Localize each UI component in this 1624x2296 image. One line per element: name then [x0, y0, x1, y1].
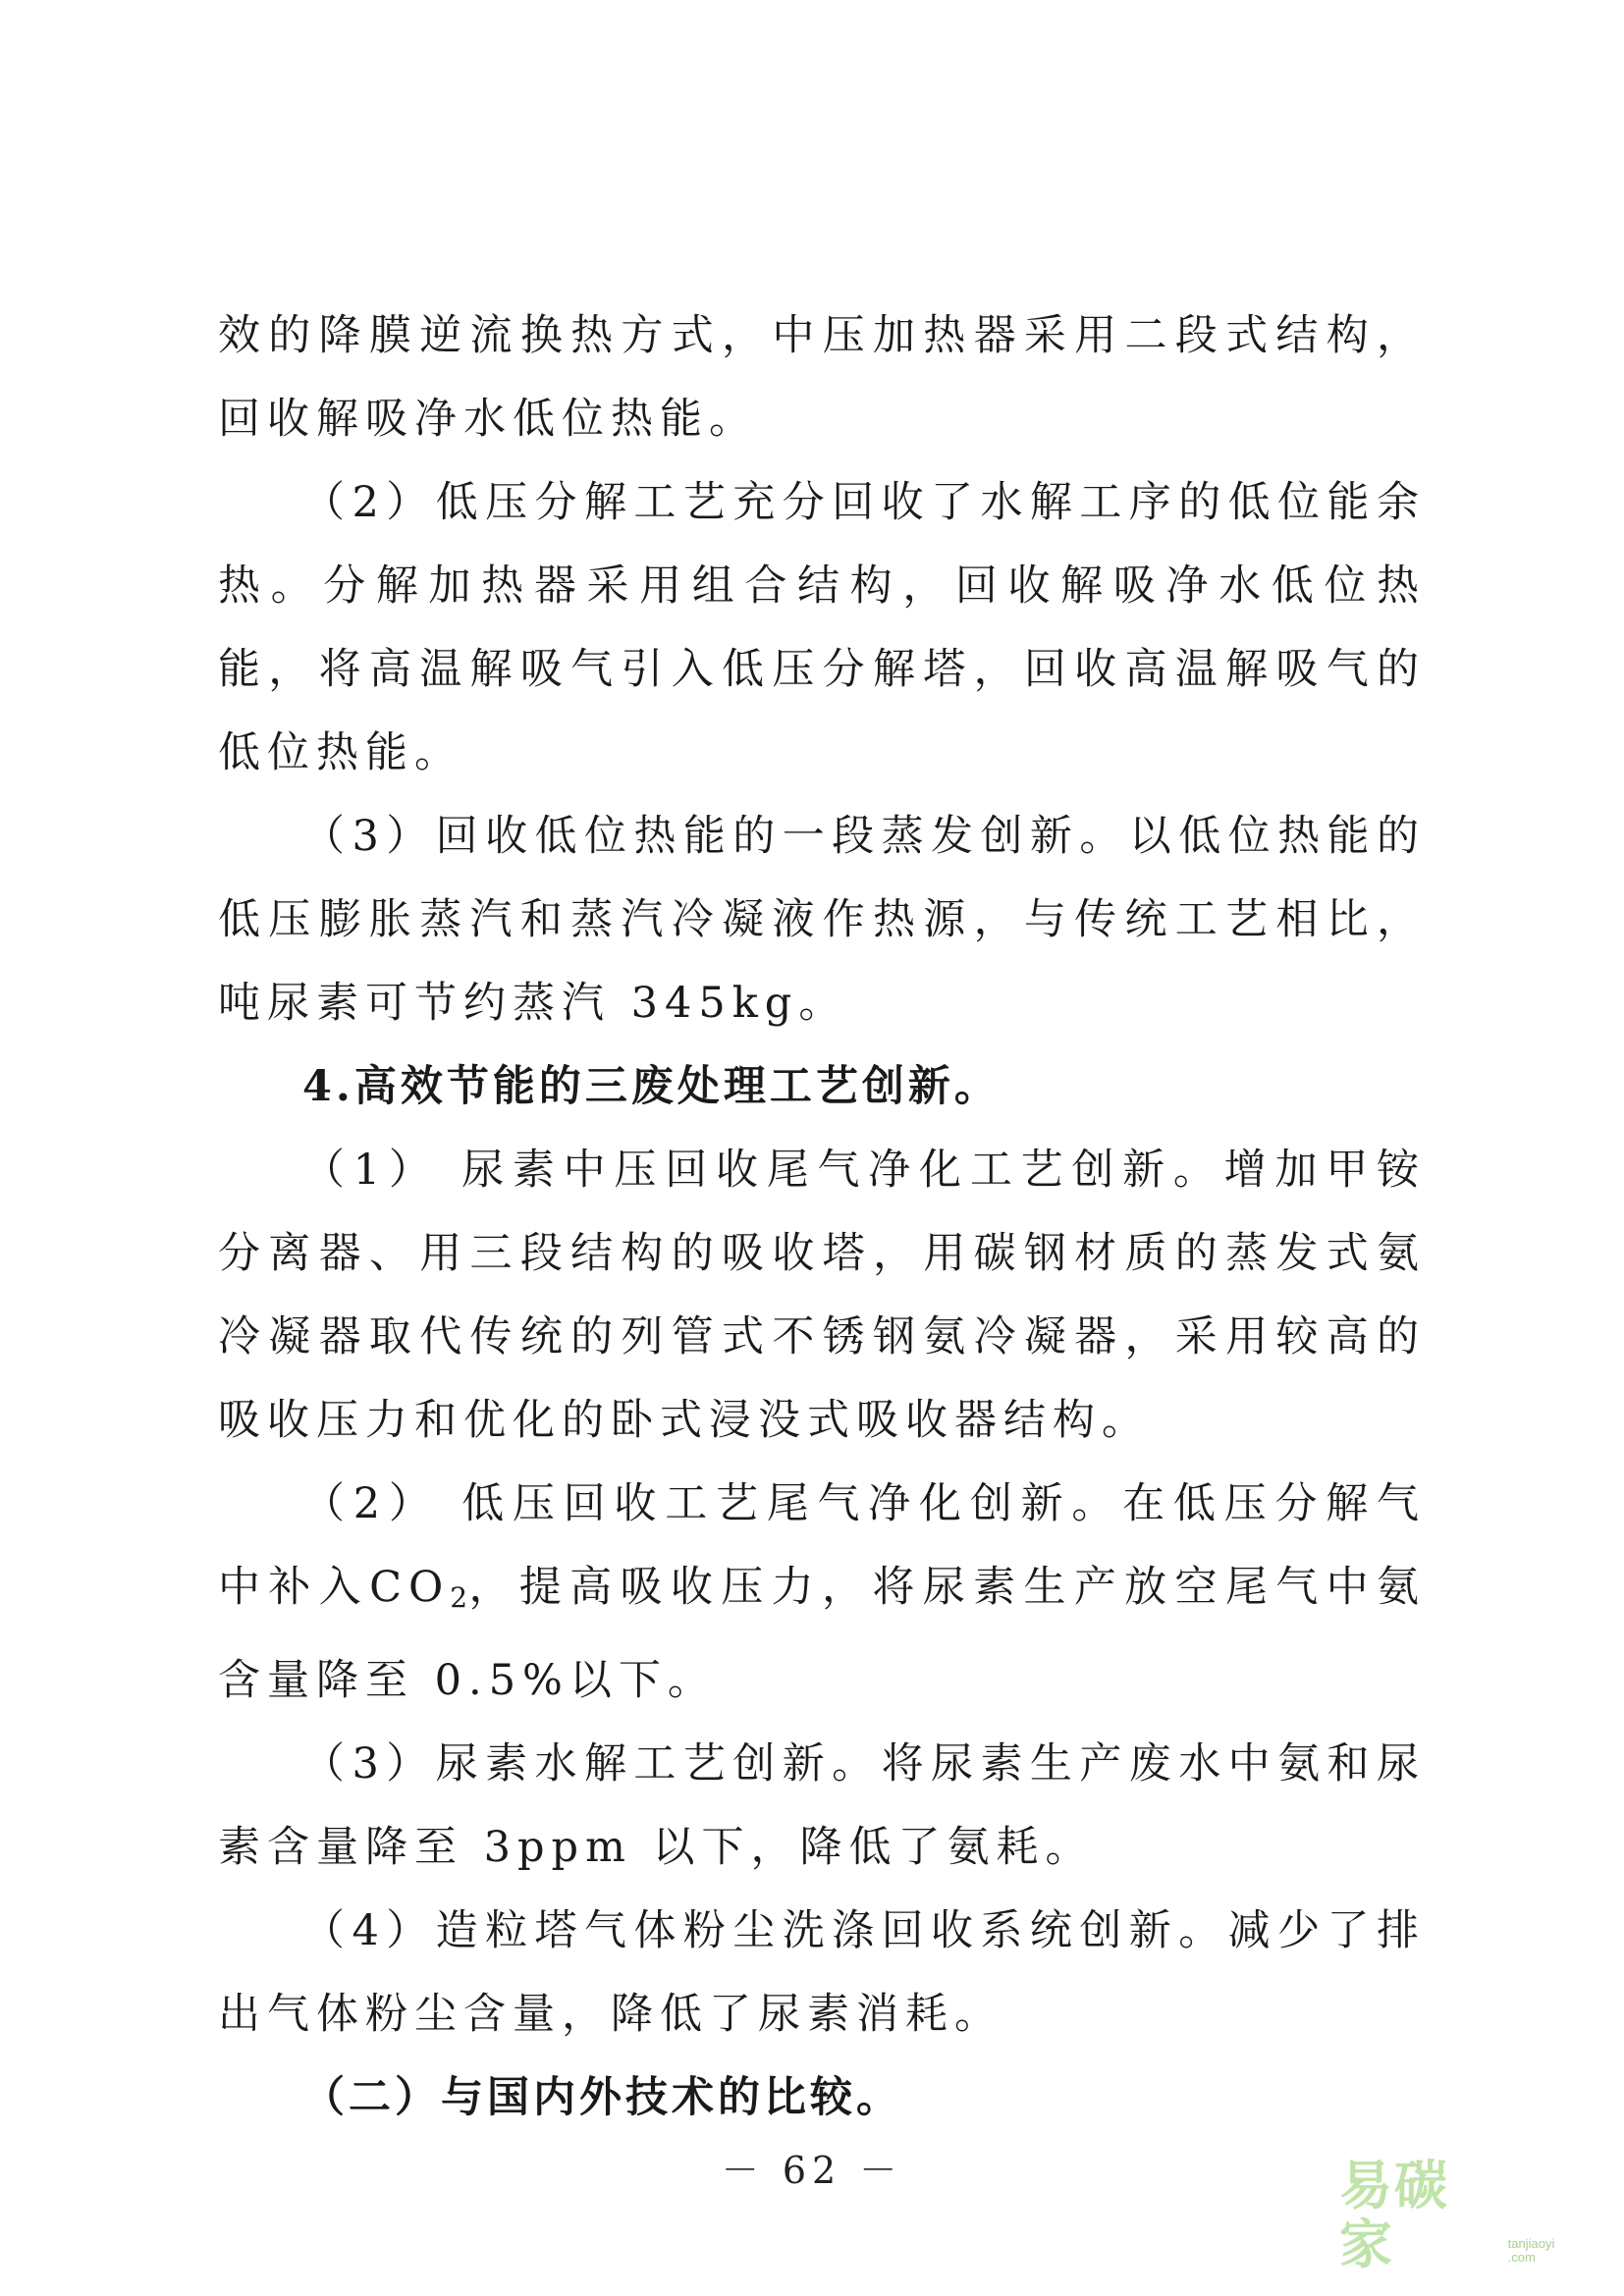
watermark-brand: 易碳家	[1339, 2157, 1449, 2274]
watermark-logo	[1339, 2157, 1585, 2274]
section-heading-4: 4.高效节能的三废处理工艺创新。	[302, 1062, 1001, 1111]
paragraph-waste-item-2-text-a: （2） 低压回收工艺尾气净化创新。在低压分解气中补入CO	[218, 1479, 1426, 1612]
section-heading-comparison: （二）与国内外技术的比较。	[302, 2073, 902, 2122]
paragraph-item-3: （3）回收低位热能的一段蒸发创新。以低位热能的低压膨胀蒸汽和蒸汽冷凝液作热源，与传统工艺相比，吨尿素可节约蒸汽 345kg。	[218, 812, 1426, 1028]
watermark-site: tanjiaoyi .com	[1507, 2236, 1555, 2265]
page-number: － 62 －	[721, 2149, 903, 2192]
paragraph-waste-item-2-text-b: ，提高吸收压力，将尿素生产放空尾气中氨含量降至 0.5%以下。	[218, 1563, 1427, 1705]
co2-subscript: 2	[450, 1581, 468, 1614]
paragraph-waste-item-4: （4）造粒塔气体粉尘洗涤回收系统创新。减少了排出气体粉尘含量，降低了尿素消耗。	[218, 1906, 1426, 2039]
paragraph-continuation: 效的降膜逆流换热方式，中压加热器采用二段式结构，回收解吸净水低位热能。	[218, 311, 1426, 444]
body-text	[218, 294, 1426, 2140]
paragraph-waste-item-1: （1） 尿素中压回收尾气净化工艺创新。增加甲铵分离器、用三段结构的吸收塔，用碳钢材质的蒸发式氨冷凝器取代传统的列管式不锈钢氨冷凝器，采用较高的吸收压力和优化的卧式浸没式吸收器结构。	[218, 1146, 1426, 1445]
paragraph-waste-item-2	[218, 1463, 1426, 1723]
paragraph-waste-item-3: （3）尿素水解工艺创新。将尿素生产废水中氨和尿素含量降至 3ppm 以下，降低了氨耗。	[218, 1739, 1426, 1872]
paragraph-item-2: （2）低压分解工艺充分回收了水解工序的低位能余热。分解加热器采用组合结构，回收解吸净水低位热能，将高温解吸气引入低压分解塔，回收高温解吸气的低位热能。	[218, 478, 1426, 777]
